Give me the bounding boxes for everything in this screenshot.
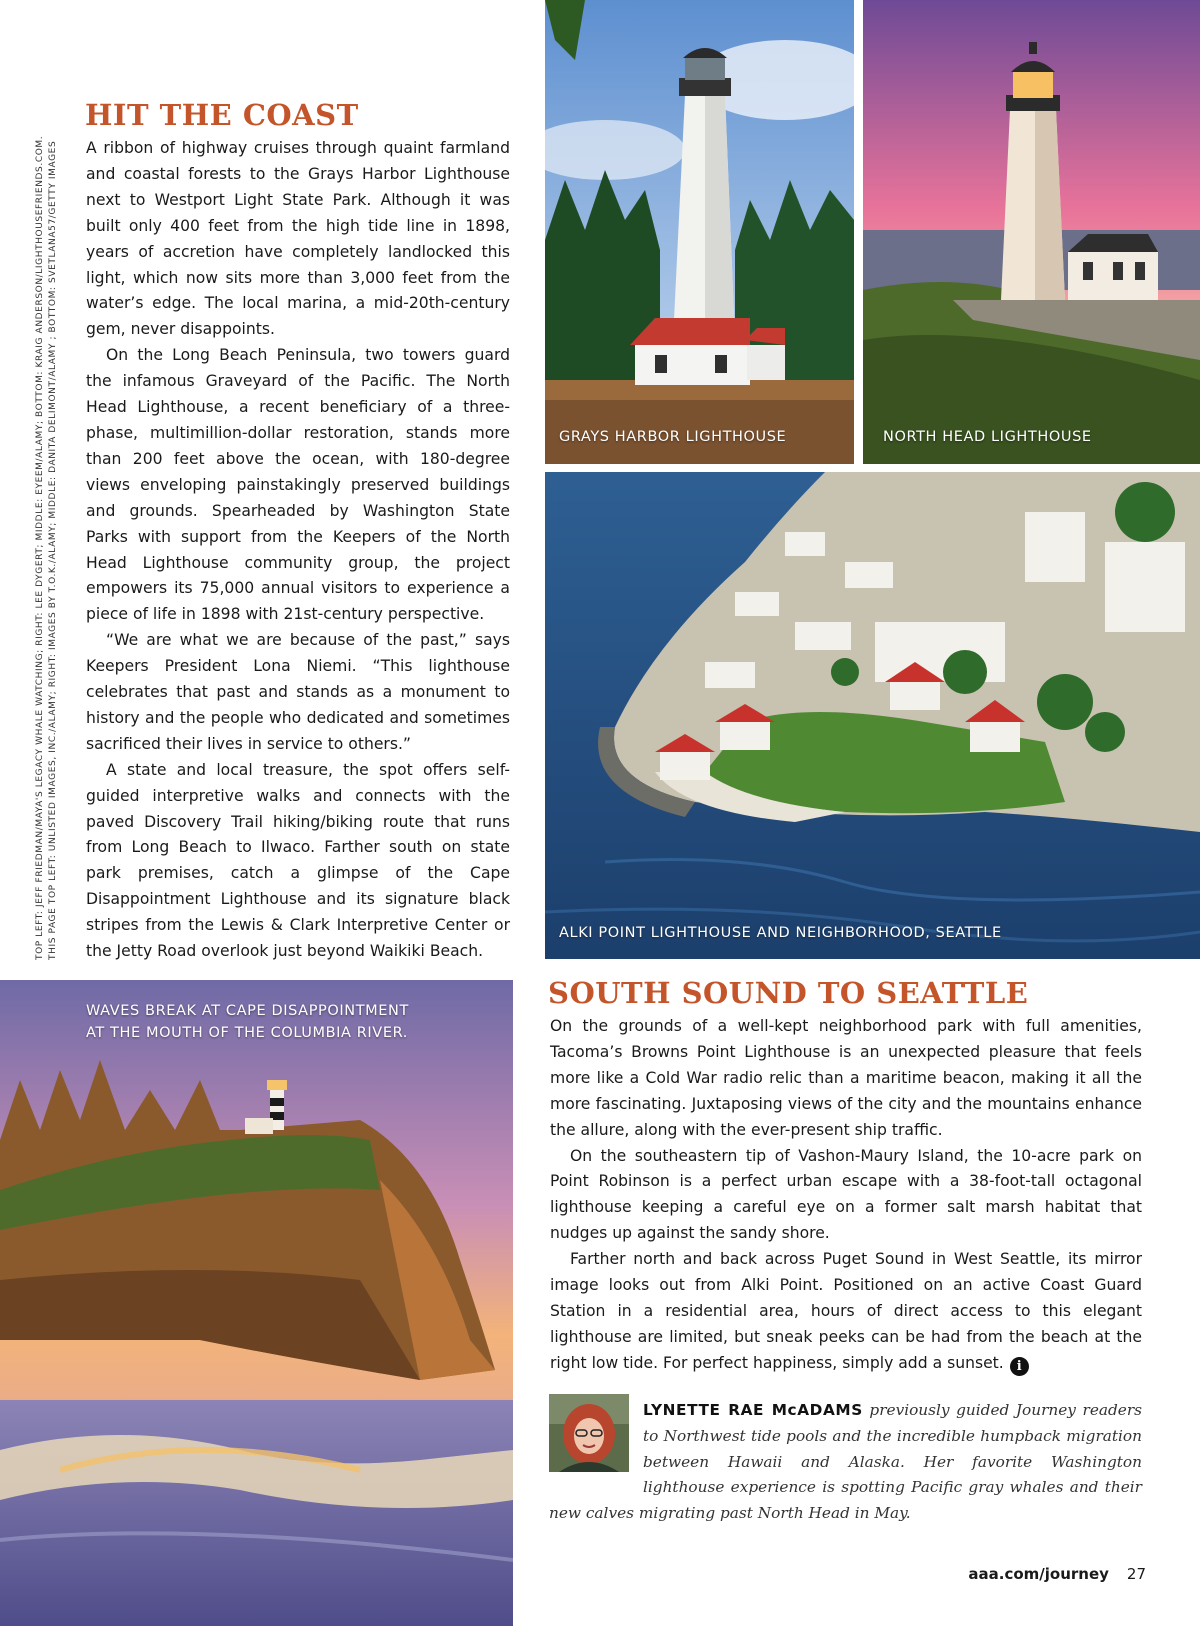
info-end-mark-icon: i — [1010, 1357, 1029, 1376]
article-column-right — [550, 1014, 1142, 1377]
north-head-illustration — [863, 0, 1200, 464]
article-column-left — [86, 136, 510, 965]
photo-credit — [34, 40, 60, 960]
photo-credit-line-2: THIS PAGE TOP LEFT: UNLISTED IMAGES, INC./ALAMY; RIGHT: IMAGES BY T.O.K./ALAMY; MIDDLE: DANITA DELIMONT/ALAMY ; BOTTOM: SVETLANA57/GETTY IMAGES — [48, 140, 58, 960]
page-footer — [968, 1565, 1146, 1583]
caption-alki-point: ALKI POINT LIGHTHOUSE AND NEIGHBORHOOD, SEATTLE — [559, 925, 1002, 941]
photo-alki-point-lighthouse — [545, 472, 1200, 959]
photo-cape-disappointment — [0, 980, 513, 1626]
paragraph: “We are what we are because of the past,” says Keepers President Lona Niemi. “This lighthouse celebrates that past and stands as a monument to history and the people who dedicated and sometimes sacrificed their lives in service to others.” — [86, 631, 510, 753]
section-heading-south-sound: SOUTH SOUND TO SEATTLE — [548, 976, 1029, 1010]
paragraph: A state and local treasure, the spot offers self-guided interpretive walks and connects with the paved Discovery Trail hiking/biking route that runs from Long Beach to Ilwaco. Farther south on state park premises, catch a glimpse of the Cape Disappointment Lighthouse and its signature black stripes from the Lewis & Clark Interpretive Center or the Jetty Road overlook just beyond Waikiki Beach. — [86, 760, 510, 961]
cape-disappointment-illustration — [0, 980, 513, 1626]
caption-grays-harbor: GRAYS HARBOR LIGHTHOUSE — [559, 429, 787, 445]
footer-url: aaa.com/journey — [968, 1565, 1109, 1583]
paragraph-last — [550, 1247, 1142, 1377]
section-heading-hit-the-coast: HIT THE COAST — [85, 98, 359, 132]
paragraph: On the Long Beach Peninsula, two towers guard the infamous Graveyard of the Pacific. The North Head Lighthouse, a recent beneficiary of a three-phase, multimillion-dollar restoration, stands more than 200 feet above the ocean, with 180-degree views enveloping painstakingly preserved buildings and grounds. Spearheaded by Washington State Parks with support from the Keepers of the North Head Lighthouse community group, the project empowers its 75,000 annual visitors to experience a piece of life in 1898 with 21st-century perspective. — [86, 346, 510, 624]
caption-cape-disappointment — [86, 1000, 409, 1044]
paragraph: On the southeastern tip of Vashon-Maury Island, the 10-acre park on Point Robinson is a perfect urban escape with a 38-foot-tall octagonal lighthouse keeping a careful eye on a former salt marsh habitat that nudges up against the sandy shore. — [550, 1146, 1142, 1243]
photo-north-head-lighthouse — [863, 0, 1200, 464]
grays-harbor-illustration — [545, 0, 854, 464]
caption-north-head: NORTH HEAD LIGHTHOUSE — [883, 429, 1092, 445]
paragraph: On the grounds of a well-kept neighborhood park with full amenities, Tacoma’s Browns Point Lighthouse is an unexpected pleasure that feels more like a Cold War radio relic than a maritime beacon, making it all the more fascinating. Juxtaposing views of the city and the mountains enhance the allure, along with the ever-present ship traffic. — [550, 1017, 1142, 1139]
page-number: 27 — [1126, 1565, 1146, 1583]
caption-cape-line-2: AT THE MOUTH OF THE COLUMBIA RIVER. — [86, 1025, 408, 1041]
author-portrait-illustration — [549, 1394, 629, 1472]
author-avatar — [549, 1394, 629, 1472]
caption-cape-line-1: WAVES BREAK AT CAPE DISAPPOINTMENT — [86, 1003, 409, 1019]
photo-grays-harbor-lighthouse — [545, 0, 854, 464]
alki-point-illustration — [545, 472, 1200, 959]
author-bio — [549, 1398, 1142, 1527]
paragraph: A ribbon of highway cruises through quaint farmland and coastal forests to the Grays Harbor Lighthouse next to Westport Light State Park. Although it was built only 400 feet from the high tide line in 1898, years of accretion have completely landlocked this light, which now sits more than 3,000 feet from the water’s edge. The local marina, a mid-20th-century gem, never disappoints. — [86, 139, 510, 339]
photo-credit-line-1: TOP LEFT: JEFF FRIEDMAN/MAYA'S LEGACY WHALE WATCHING; RIGHT: LEE DYGERT; MIDDLE: EYEEM/ALAMY; BOTTOM: KRAIG ANDERSON/LIGHTHOUSEFRIENDS.COM. — [35, 135, 45, 960]
author-name: LYNETTE RAE McADAMS — [643, 1401, 863, 1419]
author-bio-text: previously guided Journey readers to Northwest tide pools and the incredible humpback migration between Hawaii and Alaska. Her favorite Washington lighthouse experience is spotting Pacific gray whales and their new calves migrating past North Head in May. — [549, 1401, 1142, 1523]
paragraph-text: Farther north and back across Puget Sound in West Seattle, its mirror image looks out from Alki Point. Positioned on an active Coast Guard Station in a residential area, hours of direct access to this elegant lighthouse are limited, but sneak peeks can be had from the beach at the right low tide. For perfect happiness, simply add a sunset. — [550, 1250, 1142, 1372]
